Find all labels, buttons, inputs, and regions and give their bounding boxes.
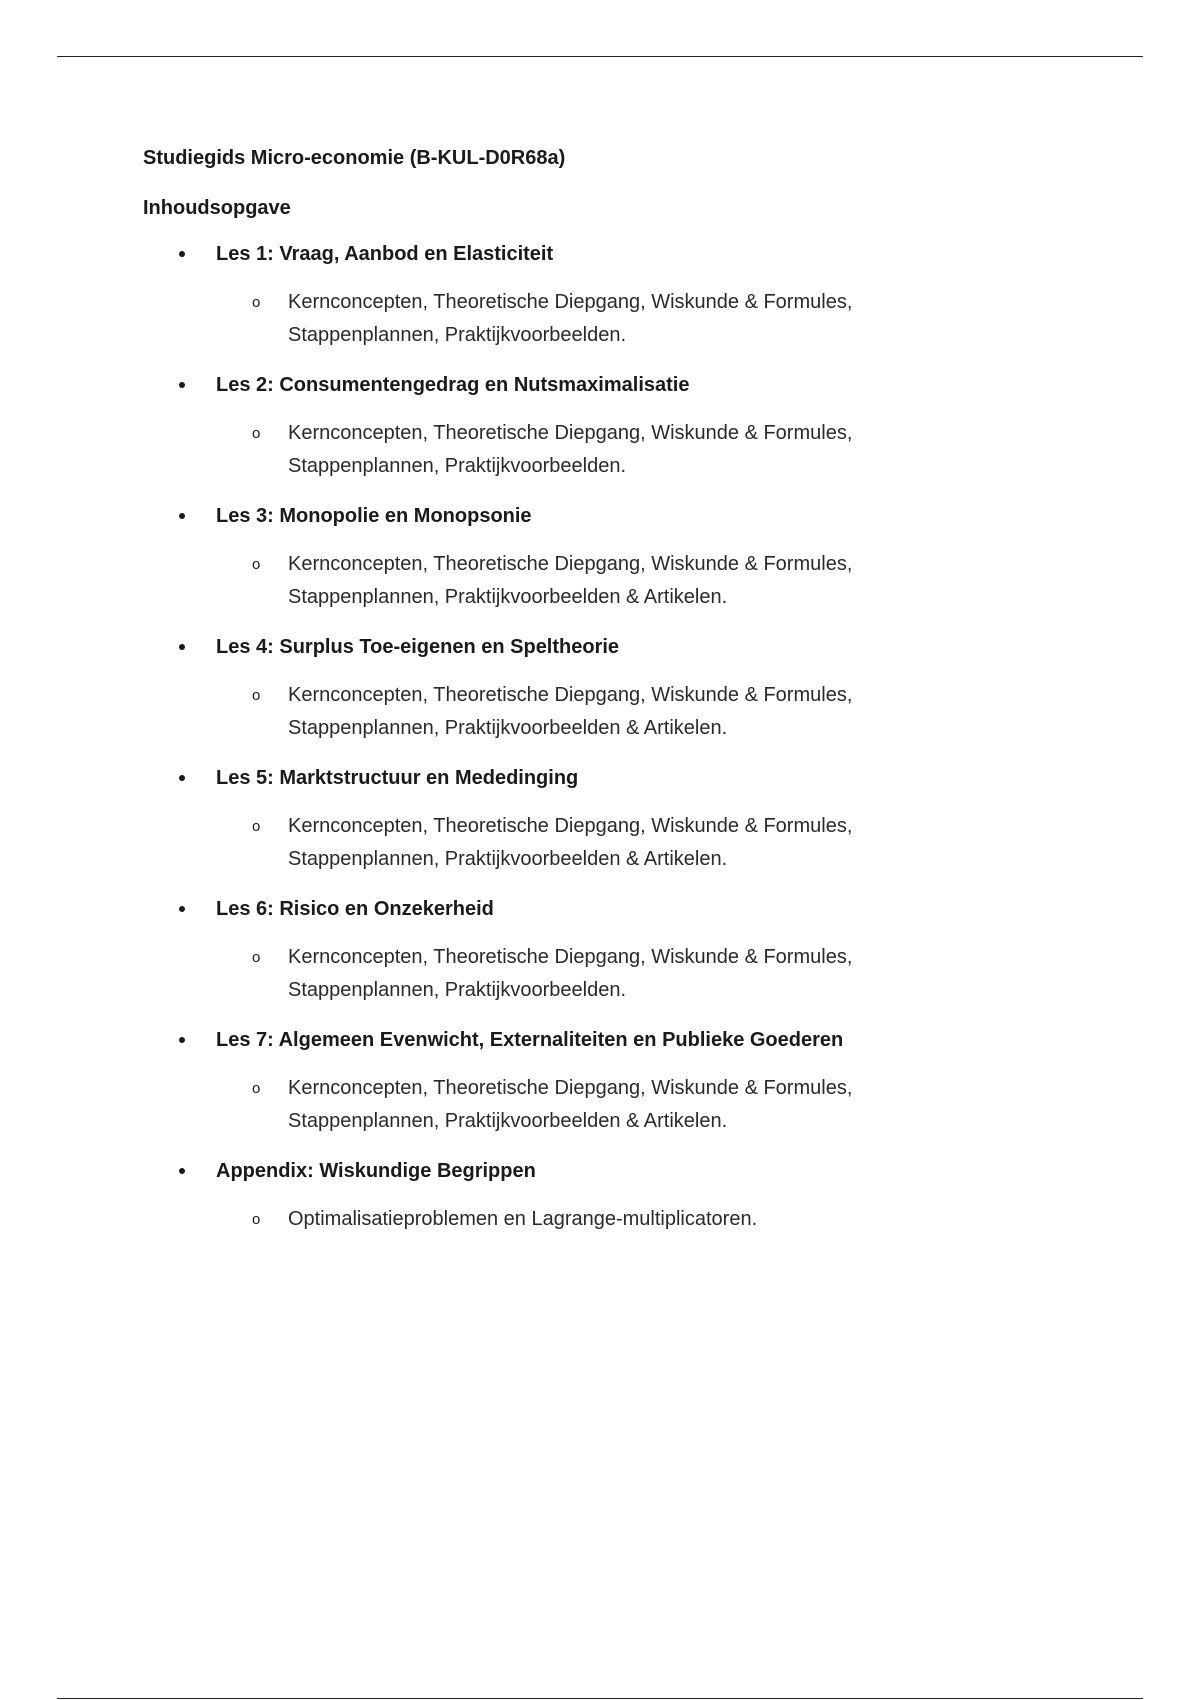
toc-sub-list — [216, 1203, 1043, 1236]
toc-item-description: Kernconcepten, Theoretische Diepgang, Wiskunde & Formules, Stappenplannen, Praktijkvoorbeelden & Artikelen. — [288, 684, 853, 739]
toc-sub-list — [216, 417, 1043, 483]
document-body — [143, 145, 1043, 1256]
toc-sub-item — [216, 941, 873, 1007]
bullet-icon — [179, 1037, 185, 1043]
toc-sub-item — [216, 1203, 873, 1236]
bullet-icon — [179, 251, 185, 257]
circle-bullet-icon: o — [252, 294, 261, 311]
toc-item-description: Kernconcepten, Theoretische Diepgang, Wiskunde & Formules, Stappenplannen, Praktijkvoorbeelden & Artikelen. — [288, 1077, 853, 1132]
toc-sub-list — [216, 1072, 1043, 1138]
toc-sub-list — [216, 810, 1043, 876]
toc-sub-item — [216, 548, 873, 614]
circle-bullet-icon: o — [252, 425, 261, 442]
toc-heading: Inhoudsopgave — [143, 197, 291, 219]
bullet-icon — [179, 1168, 185, 1174]
circle-bullet-icon: o — [252, 687, 261, 704]
bullet-icon — [179, 513, 185, 519]
toc-item-description: Kernconcepten, Theoretische Diepgang, Wiskunde & Formules, Stappenplannen, Praktijkvoorbeelden. — [288, 946, 853, 1001]
toc-item-title: Appendix: Wiskundige Begrippen — [216, 1160, 536, 1182]
toc-item-les-6 — [143, 896, 1043, 1007]
toc-item-description: Kernconcepten, Theoretische Diepgang, Wiskunde & Formules, Stappenplannen, Praktijkvoorbeelden & Artikelen. — [288, 553, 853, 608]
toc-item-appendix — [143, 1158, 1043, 1236]
circle-bullet-icon: o — [252, 1211, 261, 1228]
toc-sub-item — [216, 1072, 873, 1138]
toc-item-title: Les 3: Monopolie en Monopsonie — [216, 505, 532, 527]
header-rule — [57, 56, 1143, 57]
circle-bullet-icon: o — [252, 556, 261, 573]
table-of-contents — [143, 241, 1043, 1236]
circle-bullet-icon: o — [252, 1080, 261, 1097]
toc-item-description: Optimalisatieproblemen en Lagrange-multiplicatoren. — [288, 1208, 758, 1230]
toc-sub-item — [216, 679, 873, 745]
toc-sub-item — [216, 286, 873, 352]
bullet-icon — [179, 775, 185, 781]
toc-sub-list — [216, 679, 1043, 745]
toc-item-les-2 — [143, 372, 1043, 483]
bullet-icon — [179, 644, 185, 650]
toc-item-title: Les 6: Risico en Onzekerheid — [216, 898, 494, 920]
toc-item-les-1 — [143, 241, 1043, 352]
toc-sub-list — [216, 286, 1043, 352]
toc-item-title: Les 4: Surplus Toe-eigenen en Speltheorie — [216, 636, 620, 658]
document-title: Studiegids Micro-economie (B-KUL-D0R68a) — [143, 147, 566, 169]
toc-item-les-7 — [143, 1027, 1043, 1138]
bullet-icon — [179, 906, 185, 912]
toc-sub-list — [216, 941, 1043, 1007]
toc-item-title: Les 1: Vraag, Aanbod en Elasticiteit — [216, 243, 554, 265]
footer-rule — [57, 1698, 1143, 1699]
circle-bullet-icon: o — [252, 949, 261, 966]
toc-item-les-3 — [143, 503, 1043, 614]
toc-item-title: Les 2: Consumentengedrag en Nutsmaximalisatie — [216, 374, 690, 396]
toc-sub-list — [216, 548, 1043, 614]
toc-item-les-5 — [143, 765, 1043, 876]
toc-item-les-4 — [143, 634, 1043, 745]
toc-sub-item — [216, 417, 873, 483]
circle-bullet-icon: o — [252, 818, 261, 835]
toc-item-title: Les 5: Marktstructuur en Mededinging — [216, 767, 579, 789]
bullet-icon — [179, 382, 185, 388]
toc-item-description: Kernconcepten, Theoretische Diepgang, Wiskunde & Formules, Stappenplannen, Praktijkvoorbeelden. — [288, 291, 853, 346]
toc-item-description: Kernconcepten, Theoretische Diepgang, Wiskunde & Formules, Stappenplannen, Praktijkvoorbeelden & Artikelen. — [288, 815, 853, 870]
toc-sub-item — [216, 810, 873, 876]
toc-item-description: Kernconcepten, Theoretische Diepgang, Wiskunde & Formules, Stappenplannen, Praktijkvoorbeelden. — [288, 422, 853, 477]
toc-item-title: Les 7: Algemeen Evenwicht, Externaliteiten en Publieke Goederen — [216, 1029, 844, 1051]
